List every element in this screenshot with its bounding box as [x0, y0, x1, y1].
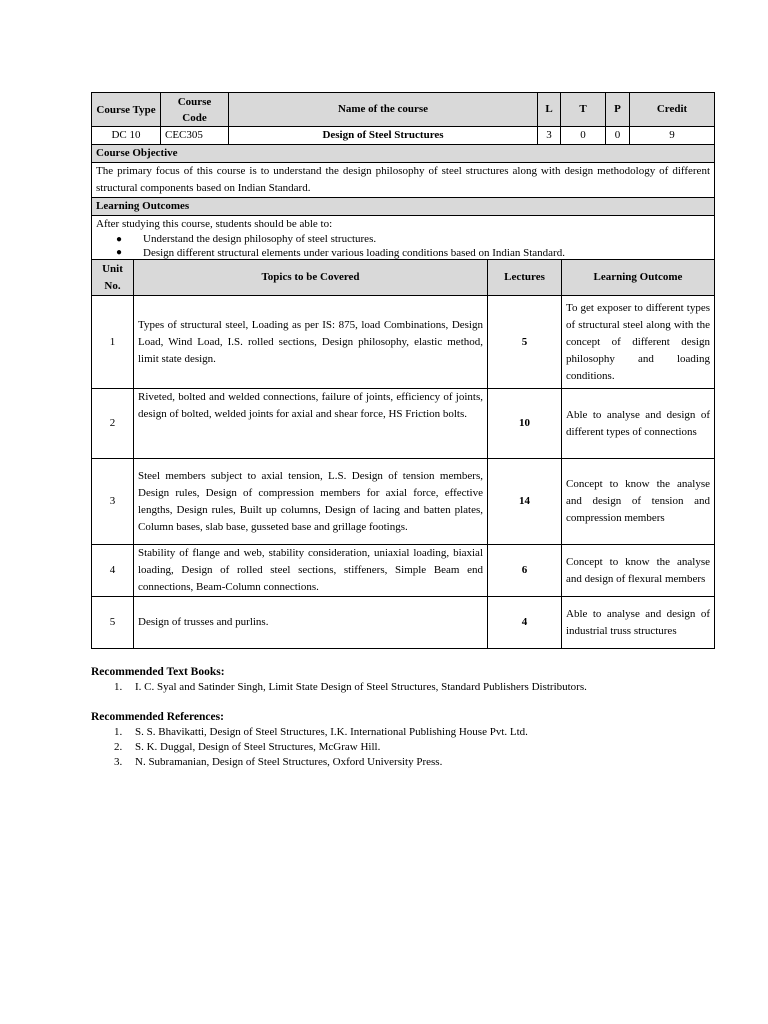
learning-outcome-header: Learning Outcome: [562, 260, 715, 296]
reference-text: S. S. Bhavikatti, Design of Steel Structures, I.K. International Publishing House Pvt. Ltd.: [135, 726, 528, 738]
unit-lectures: 14: [488, 459, 562, 545]
learning-outcomes-label: Learning Outcomes: [92, 198, 715, 216]
outcomes-label-row: [92, 198, 715, 216]
unit-number: 2: [92, 389, 134, 459]
course-code-header: Course Code: [161, 93, 229, 127]
text-books-section: [91, 664, 714, 695]
unit-row: [92, 545, 715, 597]
units-table: [91, 259, 715, 649]
unit-row: [92, 296, 715, 389]
references-section: [91, 709, 714, 770]
learning-outcome-item: ● Design different structural elements under various loading conditions based on Indian Standard.: [96, 247, 710, 259]
p-header: P: [606, 93, 630, 127]
unit-lectures: 5: [488, 296, 562, 389]
objective-label-row: [92, 145, 715, 163]
unit-row: [92, 597, 715, 649]
outcomes-row: [92, 216, 715, 260]
course-code-value: CEC305: [161, 127, 229, 145]
unit-outcome: Concept to know the analyse and design of flexural members: [562, 545, 715, 597]
text-books-title: Recommended Text Books:: [91, 666, 225, 678]
unit-no-header: Unit No.: [92, 260, 134, 296]
unit-lectures: 6: [488, 545, 562, 597]
unit-topics: Design of trusses and purlins.: [134, 597, 488, 649]
reference-text: S. K. Duggal, Design of Steel Structures, McGraw Hill.: [135, 741, 381, 753]
learning-outcomes-cell: [92, 216, 715, 260]
references-title: Recommended References:: [91, 711, 224, 723]
unit-topics: Steel members subject to axial tension, L.S. Design of tension members, Design rules, Design of compression members for axial force, effective lengths, Design rules, Built up columns, Design of lacing and batten plates, Column bases, slab base, gusseted base and grillage footings.: [134, 459, 488, 545]
objective-text-row: [92, 163, 715, 198]
learning-outcome-item: ● Understand the design philosophy of steel structures.: [96, 232, 710, 247]
course-info-table: [91, 92, 715, 260]
text-book-number: 1.: [114, 681, 123, 693]
course-header-row: [92, 93, 715, 127]
units-header-row: [92, 260, 715, 296]
reference-item: [91, 740, 714, 755]
credit-header: Credit: [630, 93, 715, 127]
reference-text: N. Subramanian, Design of Steel Structures, Oxford University Press.: [135, 756, 443, 768]
learning-outcomes-intro: After studying this course, students should be able to:: [96, 218, 333, 230]
unit-number: 5: [92, 597, 134, 649]
topics-header: Topics to be Covered: [134, 260, 488, 296]
unit-row: [92, 389, 715, 459]
course-name-header: Name of the course: [229, 93, 538, 127]
l-value: 3: [538, 127, 561, 145]
unit-number: 4: [92, 545, 134, 597]
course-type-header: Course Type: [92, 93, 161, 127]
unit-topics: Types of structural steel, Loading as per IS: 875, load Combinations, Design Load, Wind Load, I.S. rolled sections, Design philosophy, elastic method, limit state design.: [134, 296, 488, 389]
unit-number: 3: [92, 459, 134, 545]
unit-lectures: 4: [488, 597, 562, 649]
unit-row: [92, 459, 715, 545]
course-objective-label: Course Objective: [92, 145, 715, 163]
unit-topics: Riveted, bolted and welded connections, failure of joints, efficiency of joints, design of bolted, welded joints for axial and shear force, HS Friction bolts.: [134, 389, 488, 459]
course-values-row: [92, 127, 715, 145]
reference-number: 1.: [114, 726, 123, 738]
t-header: T: [561, 93, 606, 127]
course-objective-text: The primary focus of this course is to understand the design philosophy of steel structures along with design methodology of different structural components based on Indian Standard.: [92, 163, 715, 198]
syllabus-page: [91, 92, 714, 770]
unit-topics: Stability of flange and web, stability consideration, uniaxial loading, biaxial loading, Design of rolled steel sections, stiffeners, Simple Beam end connections, Beam-Column connections.: [134, 545, 488, 597]
reference-number: 2.: [114, 741, 123, 753]
reference-number: 3.: [114, 756, 123, 768]
unit-outcome: Concept to know the analyse and design of tension and compression members: [562, 459, 715, 545]
unit-outcome: To get exposer to different types of structural steel along with the concept of different design philosophy and loading conditions.: [562, 296, 715, 389]
unit-outcome: Able to analyse and design of industrial truss structures: [562, 597, 715, 649]
credit-value: 9: [630, 127, 715, 145]
unit-number: 1: [92, 296, 134, 389]
text-book-text: I. C. Syal and Satinder Singh, Limit State Design of Steel Structures, Standard Publishers Distributors.: [135, 681, 587, 693]
reference-item: [91, 755, 714, 770]
text-book-item: [91, 680, 714, 695]
course-type-value: DC 10: [92, 127, 161, 145]
reference-item: [91, 725, 714, 740]
p-value: 0: [606, 127, 630, 145]
unit-lectures: 10: [488, 389, 562, 459]
t-value: 0: [561, 127, 606, 145]
learning-outcomes-list: [96, 232, 710, 259]
unit-outcome: Able to analyse and design of different types of connections: [562, 389, 715, 459]
text-books-list: [91, 680, 714, 695]
lectures-header: Lectures: [488, 260, 562, 296]
course-name-value: Design of Steel Structures: [229, 127, 538, 145]
references-list: [91, 725, 714, 770]
l-header: L: [538, 93, 561, 127]
